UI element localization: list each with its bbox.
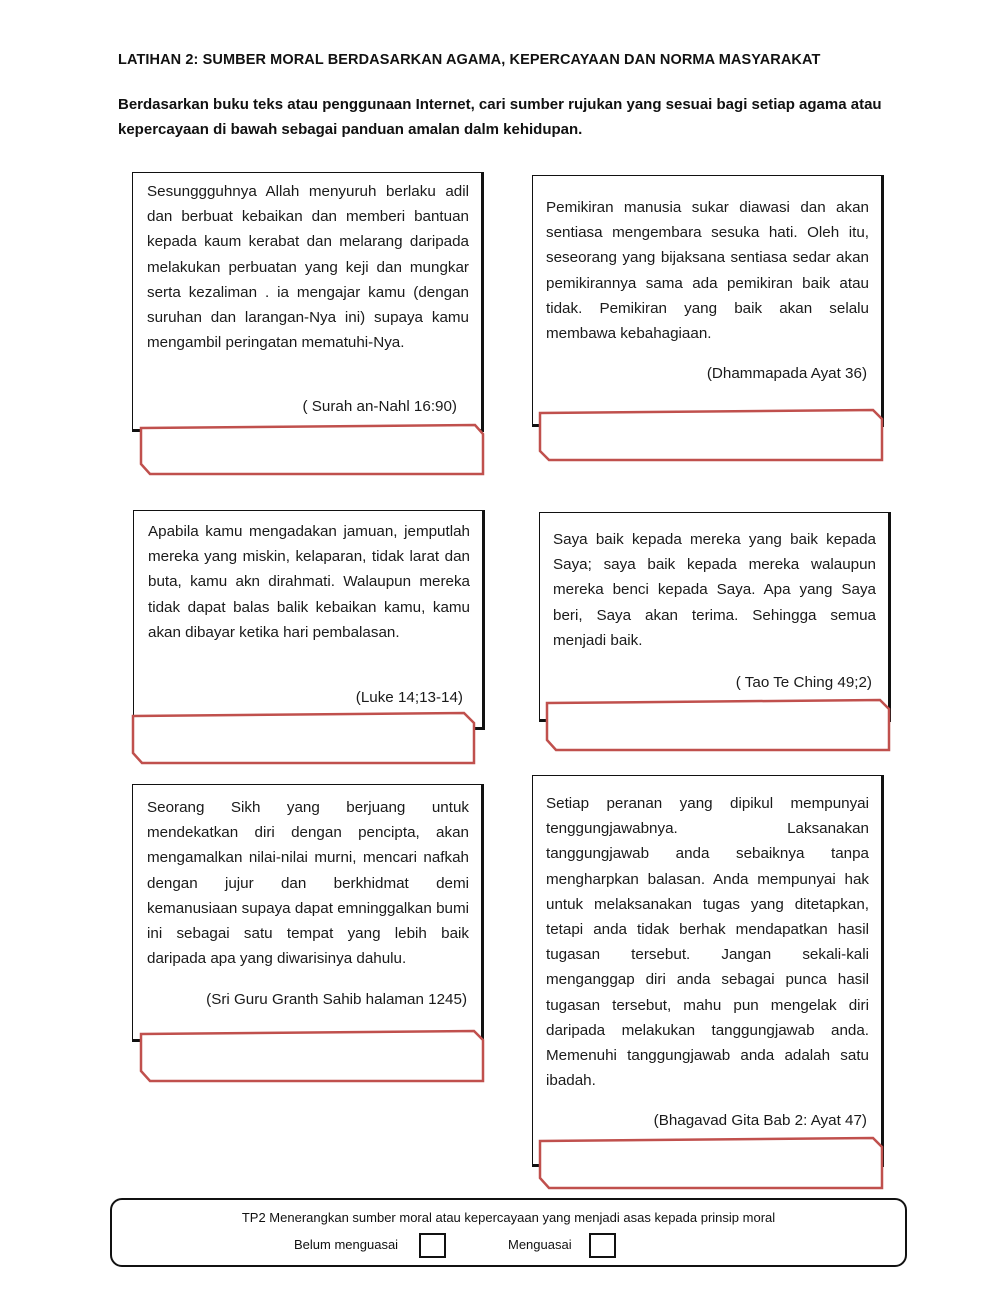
answer-box-2[interactable] bbox=[537, 406, 885, 464]
worksheet-instruction: Berdasarkan buku teks atau penggunaan Internet, cari sumber rujukan yang sesuai bagi setiap agama atau kepercayaan di bawah sebagai panduan amalan dalm kehidupan. bbox=[118, 96, 882, 138]
mastered-label: Menguasai bbox=[508, 1237, 572, 1252]
quote-reference-2: (Dhammapada Ayat 36) bbox=[706, 365, 867, 382]
assessment-criteria: TP2 Menerangkan sumber moral atau kepercayaan yang menjadi asas kepada prinsip moral bbox=[241, 1210, 776, 1225]
not-mastered-label: Belum menguasai bbox=[294, 1237, 399, 1252]
quote-reference-3: (Luke 14;13-14) bbox=[355, 689, 463, 706]
quote-reference-5: (Sri Guru Granth Sahib halaman 1245) bbox=[206, 991, 467, 1008]
quote-reference-6: (Bhagavad Gita Bab 2: Ayat 47) bbox=[653, 1112, 867, 1129]
assessment-box bbox=[110, 1198, 907, 1267]
answer-box-4[interactable] bbox=[544, 696, 892, 754]
answer-box-1[interactable] bbox=[138, 420, 486, 478]
quote-text-1: Sesunggguhnya Allah menyuruh berlaku adil dan berbuat kebaikan dan memberi bantuan kepada kaum kerabat dan melarang daripada melakukan perbuatan yang keji dan mungkar serta kezaliman . ia mengajar kamu (dengan suruhan dan larangan-Nya ini) supaya kamu mengambil peringatan mematuhi-Nya. bbox=[147, 183, 469, 352]
quote-text-6: Setiap peranan yang dipikul mempunyai tenggungjawabnya. Laksanakan tanggungjawab anda sebaiknya tanpa mengharpkan balasan. Anda mempunyai hak untuk melaksanakan tugas yang ditetapkan, tetapi anda tidak berhak mendapatkan hasil tugasan tersebut. Jangan sekali-kali menganggap diri anda sebagai punca hasil tugasan tersebut, mahu pun mengelak diri daripada melakukan tanggungjawab anda. Memenuhi tanggungjawab anda adalah satu ibadah. bbox=[546, 795, 869, 1090]
quote-text-4: Saya baik kepada mereka yang baik kepada Saya; saya baik kepada mereka walaupun mereka benci kepada Saya. Apa yang Saya beri, Saya akan terima. Sehingga semua menjadi baik. bbox=[553, 531, 876, 649]
answer-box-3[interactable] bbox=[130, 709, 478, 767]
quote-card-3 bbox=[133, 510, 485, 730]
not-mastered-checkbox[interactable] bbox=[419, 1233, 446, 1258]
worksheet-title: LATIHAN 2: SUMBER MORAL BERDASARKAN AGAMA, KEPERCAYAAN DAN NORMA MASYARAKAT bbox=[118, 52, 821, 68]
answer-box-5[interactable] bbox=[138, 1027, 486, 1085]
quote-card-4 bbox=[539, 512, 891, 722]
quote-card-1 bbox=[132, 172, 484, 432]
quote-card-2 bbox=[532, 175, 884, 427]
quote-text-5: Seorang Sikh yang berjuang untuk mendekatkan diri dengan pencipta, akan mengamalkan nilai-nilai murni, mencari nafkah dengan jujur dan berkhidmat demi kemanusiaan supaya dapat emninggalkan bumi ini sebagai satu tempat yang lebih baik daripada apa yang diwarisinya dahulu. bbox=[147, 799, 469, 968]
quote-reference-1: ( Surah an-Nahl 16:90) bbox=[302, 398, 457, 415]
quote-card-5 bbox=[132, 784, 484, 1042]
quote-text-3: Apabila kamu mengadakan jamuan, jemputlah mereka yang miskin, kelaparan, tidak larat dan buta, kamu akn dirahmati. Walaupun mereka tidak dapat balas balik kebaikan kamu, kamu akan dibayar ketika hari pembalasan. bbox=[148, 523, 470, 641]
quote-text-2: Pemikiran manusia sukar diawasi dan akan sentiasa mengembara sesuka hati. Oleh itu, seseorang yang bijaksana sentiasa sedar akan pemikirannya sama ada pemikiran baik atau tidak. Pemikiran yang baik akan selalu membawa kebahagiaan. bbox=[546, 199, 869, 343]
quote-reference-4: ( Tao Te Ching 49;2) bbox=[735, 674, 872, 691]
mastered-checkbox[interactable] bbox=[589, 1233, 616, 1258]
quote-card-6 bbox=[532, 775, 884, 1167]
answer-box-6[interactable] bbox=[537, 1134, 885, 1192]
